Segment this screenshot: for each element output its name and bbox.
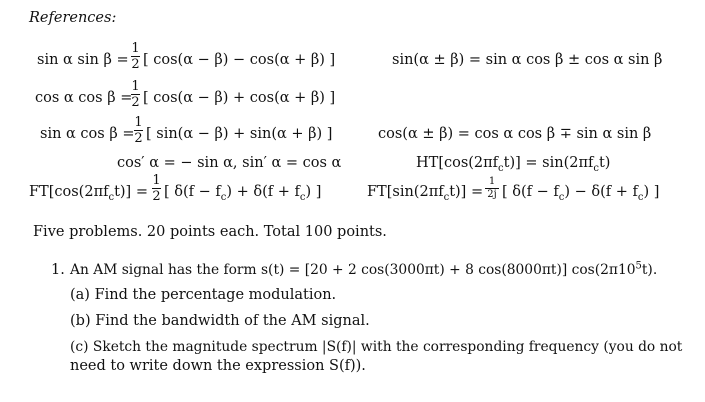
problem-stem: An AM signal has the form s(t) = [20 + 2 cos(3000πt) + 8 cos(8000πt)] $\cos(2\pi 10^5t)$.: [70, 260, 658, 278]
fraction-denominator: 2: [152, 189, 161, 204]
fraction-one-over-2j: [485, 177, 499, 200]
eq-sin-sum: sin(α ± β) = sin α cos β ± cos α sin β: [392, 52, 663, 68]
problem-part-a: (a) Find the percentage modulation.: [70, 287, 337, 303]
problem-part-c-line2: need to write down the expression S(f)).: [70, 358, 366, 374]
fraction-numerator: 1: [131, 41, 140, 56]
fraction-numerator: 1: [152, 173, 161, 188]
references-label: References:: [29, 10, 117, 26]
eq-cos-cos-rhs: [ cos(α − β) + cos(α + β) ]: [143, 90, 336, 106]
eq-sin-cos-lhs: sin α cos β =: [40, 126, 135, 142]
eq-sin-sin-rhs: [ cos(α − β) − cos(α + β) ]: [143, 52, 336, 68]
eq-ft-cos: $FT[\cos(2\pi f_ct)]$ =: [29, 184, 148, 203]
fraction-denominator: 2j: [487, 189, 497, 200]
fraction-numerator: 1: [488, 176, 496, 187]
fraction-half: [131, 80, 140, 109]
fraction-denominator: 2: [131, 57, 140, 72]
fraction-numerator: 1: [131, 79, 140, 94]
fraction-half: [131, 42, 140, 71]
fraction-half: [134, 116, 143, 145]
eq-derivatives: cos′ α = − sin α, sin′ α = cos α: [117, 155, 342, 171]
intro-text: Five problems. 20 points each. Total 100 points.: [33, 224, 387, 240]
fraction-denominator: 2: [131, 95, 140, 110]
problem-part-c-line1: (c) Sketch the magnitude spectrum |S(f)| with the corresponding frequency (you do not: [70, 339, 683, 355]
problem-number: 1.: [51, 262, 65, 278]
eq-ft-cos-rhs: [ $\delta(f - f_c) + \delta(f + f_c)$ ]: [164, 184, 322, 203]
eq-sin-cos-rhs: [ sin(α − β) + sin(α + β) ]: [146, 126, 333, 142]
eq-cos-cos-lhs: cos α cos β =: [35, 90, 133, 106]
fraction-half: [152, 174, 161, 203]
eq-ft-sin: $FT[\sin(2\pi f_ct)]$ =: [367, 184, 484, 203]
fraction-numerator: 1: [134, 115, 143, 130]
eq-hilbert: $HT[\cos(2\pi f_ct)] = \sin(2\pi f_ct)$: [416, 155, 611, 174]
problem-part-b: (b) Find the bandwidth of the AM signal.: [70, 313, 370, 329]
eq-cos-sum: cos(α ± β) = cos α cos β ∓ sin α sin β: [378, 126, 652, 142]
eq-sin-sin-lhs: sin α sin β =: [37, 52, 129, 68]
eq-ft-sin-rhs: [ $\delta(f - f_c) - \delta(f + f_c)$ ]: [502, 184, 660, 203]
fraction-denominator: 2: [134, 131, 143, 146]
